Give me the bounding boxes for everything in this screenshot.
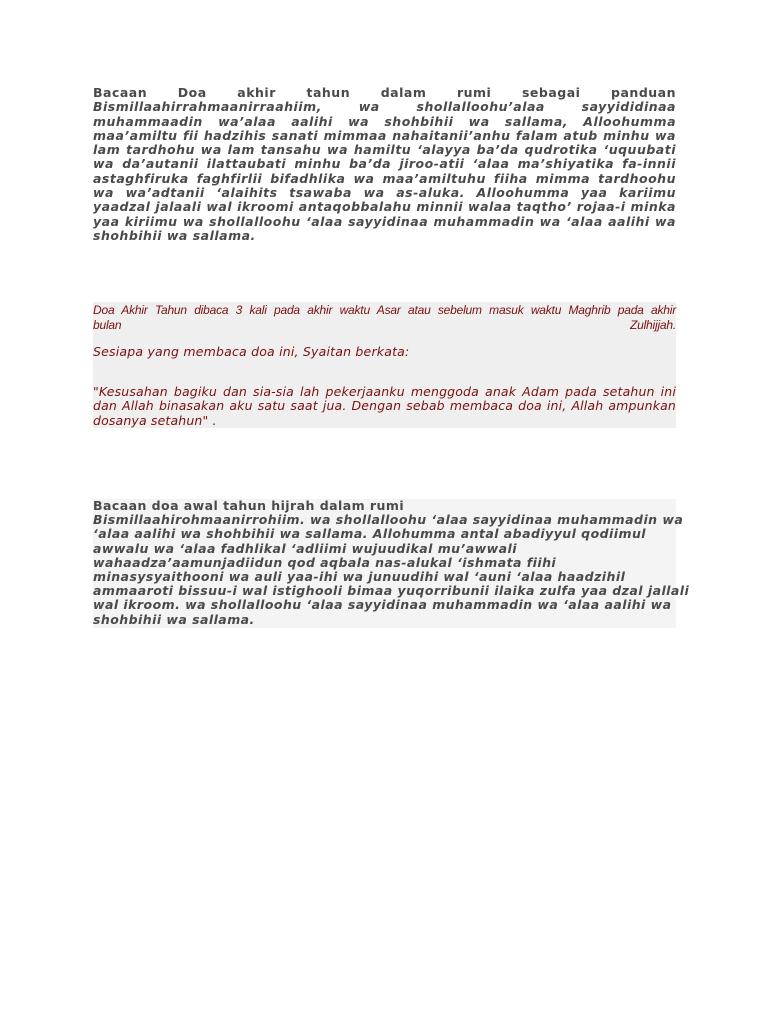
doa-awal-tahun-line: ammaaroti bissuu-i wal istighooli bimaa yuqorribunii ilaika zulfa yaa dzal jallali bbox=[93, 583, 690, 599]
doa-awal-tahun-section bbox=[93, 498, 690, 627]
reading-instruction-note bbox=[93, 303, 676, 332]
doa-awal-tahun-heading: Bacaan doa awal tahun hijrah dalam rumi bbox=[93, 498, 405, 513]
instruction-word-zulhijjah: Zulhijjah. bbox=[629, 317, 676, 332]
doa-awal-tahun-line: awwalu wa ‘alaa fadhlikal ‘adliimi wujuudikal mu’awwali bbox=[93, 540, 517, 556]
doa-awal-tahun-line: minasysyaithooni wa auli yaa-ihi wa junuudihi wal ‘auni ‘alaa haadzihil bbox=[93, 569, 626, 585]
doa-akhir-tahun-heading: Bacaan Doa akhir tahun dalam rumi sebagai panduan bbox=[93, 85, 676, 100]
doa-awal-tahun-line: wahaadza’aamunjadiidun qod aqbala nas-alukal ‘ishmata fiihi bbox=[93, 554, 557, 570]
doa-awal-tahun-line: shohbihii wa sallama. bbox=[93, 611, 255, 627]
doa-akhir-tahun-section bbox=[93, 86, 676, 243]
instruction-line-2 bbox=[93, 318, 676, 333]
doa-awal-tahun-line: wal ikroom. wa shollalloohu ‘alaa sayyidinaa muhammadin wa ‘alaa aalihi wa bbox=[93, 597, 672, 613]
instruction-word-bulan: bulan bbox=[93, 317, 122, 332]
syaitan-statement-intro: Sesiapa yang membaca doa ini, Syaitan berkata: bbox=[93, 344, 410, 359]
doa-awal-tahun-line: Bismillaahirohmaanirrohiim. wa shollalloohu ‘alaa sayyidinaa muhammadin wa bbox=[93, 512, 684, 528]
instruction-line-1: Doa Akhir Tahun dibaca 3 kali pada akhir waktu Asar atau sebelum masuk waktu Maghrib pada akhir bbox=[93, 303, 676, 317]
doa-awal-tahun-line: ‘alaa aalihi wa shohbihii wa sallama. Allohumma antal abadiyyul qodiimul bbox=[93, 526, 647, 542]
syaitan-quote: "Kesusahan bagiku dan sia-sia lah pekerjaanku menggoda anak Adam pada setahun ini dan Allah binasakan aku satu saat jua. Dengan sebab membaca doa ini, Allah ampunkan dosanya setahun" . bbox=[93, 384, 676, 428]
doa-akhir-tahun-text: Bismillaahirrahmaanirraahiim, wa shollalloohu’alaa sayyididinaa muhammaadin wa’alaa aalihi wa shohbihii wa sallama, Alloohumma maa’amiltu fii hadzihis sanati mimmaa nahaitanii’anhu falam atub minhu wa lam tardhohu wa lam tansahu wa hamiltu ‘alayya ba’da qudrotika ‘uquubati wa da’autanii ilattaubati minhu ba’da jiroo-atii ‘alaa ma’shiyatika fa-innii astaghfiruka faghfirlii bifadhlika wa maa’amiltuhu fiiha mimma tardhoohu wa wa’adtanii ‘alaihits tsawaba wa as-aluka. Alloohumma yaa kariimu yaadzal jalaali wal ikroomi antaqobbalahu minnii walaa taqtho’ rojaa-i minka yaa kiriimu wa shollalloohu ‘alaa sayyidinaa muhammadin wa ‘alaa aalihi wa shohbihii wa sallama. bbox=[93, 99, 676, 243]
